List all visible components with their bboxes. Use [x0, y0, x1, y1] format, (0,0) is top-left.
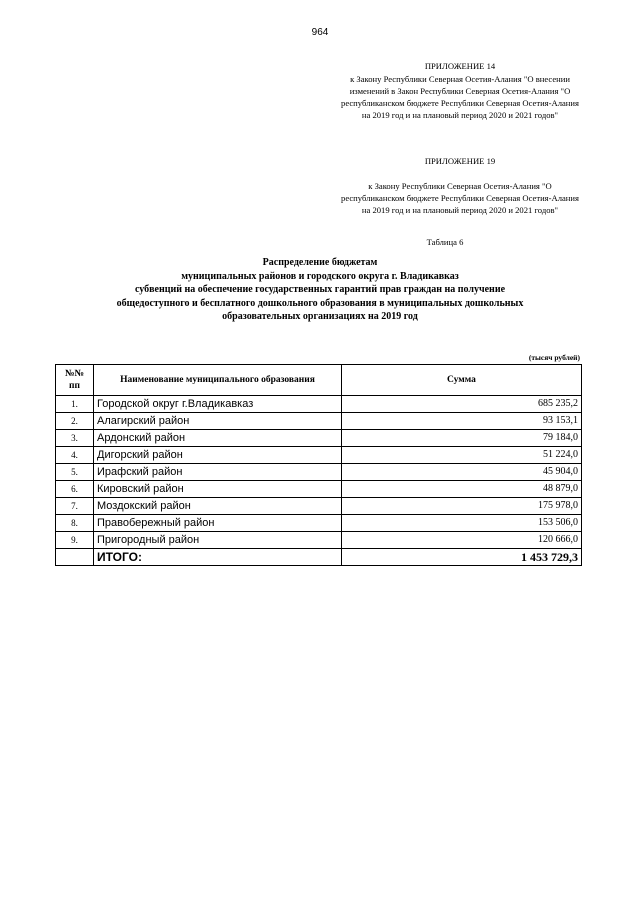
- row-name: Алагирский район: [94, 413, 342, 430]
- title-line: муниципальных районов и городского округа г. Владикавказ: [181, 270, 459, 282]
- title-line: субвенций на обеспечение государственных гарантий прав граждан на получение: [134, 284, 506, 295]
- table-row: [56, 515, 582, 532]
- row-amount: 175 978,0: [342, 498, 582, 515]
- row-amount: 79 184,0: [342, 430, 582, 447]
- document-title: [40, 256, 600, 324]
- title-line: Распределение бюджетам: [262, 257, 378, 268]
- units-label: (тысяч рублей): [528, 353, 580, 362]
- table-row: [56, 532, 582, 549]
- title-line: образовательных организациях на 2019 год: [222, 311, 418, 322]
- row-number: 9.: [56, 532, 94, 549]
- table-label: Таблица 6: [426, 237, 464, 247]
- title-line: общедоступного и бесплатного дошкольного образования в муниципальных дошкольных: [116, 297, 524, 309]
- table-row: [56, 498, 582, 515]
- appendix-14-text: к Закону Республики Северная Осетия-Алания "О внесении изменений в Закон Республики Северная Осетия-Алания "О республиканском бюджете Республики Северная Осетия-Алания на 2019 год и на плановый период 2020 и 2021 годов": [341, 74, 579, 120]
- table-row: [56, 464, 582, 481]
- row-number: 4.: [56, 447, 94, 464]
- appendix-14-block: [340, 60, 580, 121]
- total-number: [56, 549, 94, 566]
- row-amount: 153 506,0: [342, 515, 582, 532]
- header-number: №№ пп: [56, 365, 94, 396]
- total-label: ИТОГО:: [94, 549, 342, 566]
- table-row: [56, 430, 582, 447]
- row-number: 5.: [56, 464, 94, 481]
- row-amount: 48 879,0: [342, 481, 582, 498]
- row-name: Ардонский район: [94, 430, 342, 447]
- appendix-14-title: ПРИЛОЖЕНИЕ 14: [424, 61, 496, 71]
- row-name: Кировский район: [94, 481, 342, 498]
- row-name: Пригородный район: [94, 532, 342, 549]
- table-row: [56, 396, 582, 413]
- page-number: 964: [311, 27, 329, 38]
- row-amount: 120 666,0: [342, 532, 582, 549]
- row-number: 2.: [56, 413, 94, 430]
- row-name: Моздокский район: [94, 498, 342, 515]
- row-name: Дигорский район: [94, 447, 342, 464]
- row-amount: 45 904,0: [342, 464, 582, 481]
- table-row: [56, 413, 582, 430]
- row-number: 8.: [56, 515, 94, 532]
- distribution-table: [55, 364, 582, 566]
- appendix-19-text: к Закону Республики Северная Осетия-Алания "О республиканском бюджете Республики Северная Осетия-Алания на 2019 год и на плановый период 2020 и 2021 годов": [341, 181, 579, 215]
- row-amount: 685 235,2: [342, 396, 582, 413]
- row-name: Ирафский район: [94, 464, 342, 481]
- appendix-19-title: ПРИЛОЖЕНИЕ 19: [424, 156, 496, 166]
- table-row: [56, 447, 582, 464]
- header-name: Наименование муниципального образования: [94, 365, 342, 396]
- total-amount: 1 453 729,3: [342, 549, 582, 566]
- row-amount: 93 153,1: [342, 413, 582, 430]
- table-header-row: [56, 365, 582, 396]
- total-row: [56, 549, 582, 566]
- row-amount: 51 224,0: [342, 447, 582, 464]
- table-row: [56, 481, 582, 498]
- row-number: 3.: [56, 430, 94, 447]
- row-number: 7.: [56, 498, 94, 515]
- row-name: Правобережный район: [94, 515, 342, 532]
- header-sum: Сумма: [342, 365, 582, 396]
- row-number: 6.: [56, 481, 94, 498]
- row-name: Городской округ г.Владикавказ: [94, 396, 342, 413]
- row-number: 1.: [56, 396, 94, 413]
